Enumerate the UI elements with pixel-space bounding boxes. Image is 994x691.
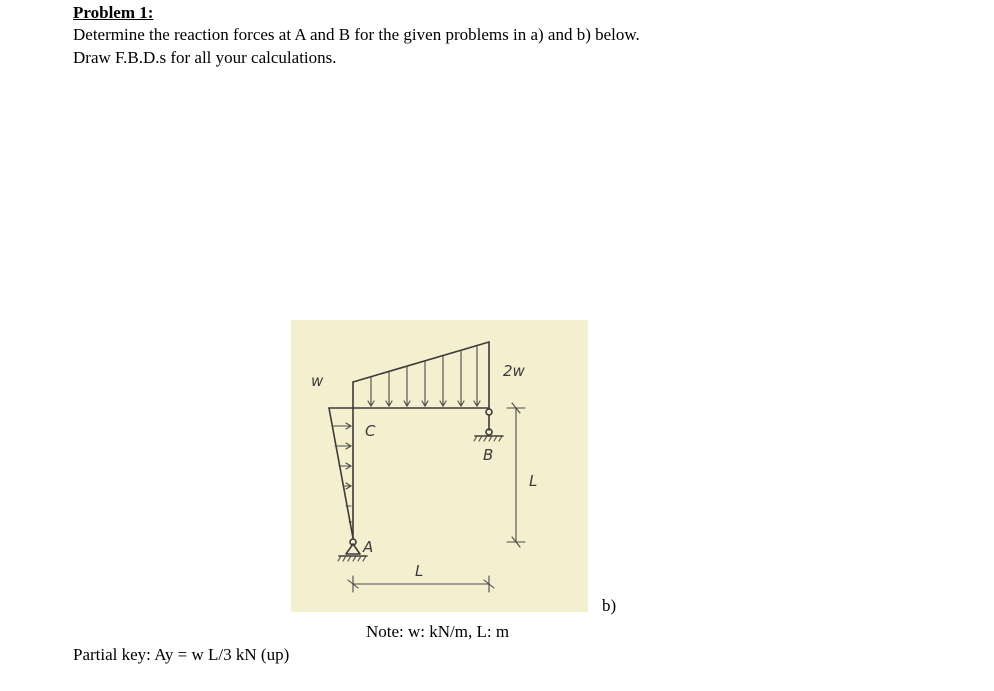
sub-problem-label: b) <box>602 596 617 615</box>
problem-heading: Problem 1: <box>73 3 154 22</box>
partial-key: Partial key: Ay = w L/3 kN (up) <box>73 645 290 664</box>
frame-sketch-figure <box>291 320 588 612</box>
label-point-a: A <box>363 538 374 556</box>
link-support-b <box>474 409 503 441</box>
label-length-horizontal: L <box>415 562 424 580</box>
problem-instruction-2: Draw F.B.D.s for all your calculations. <box>73 48 337 67</box>
label-2w-top: 2w <box>503 362 525 380</box>
label-point-c: C <box>365 422 376 440</box>
problem-instruction-1: Determine the reaction forces at A and B for the given problems in a) and b) below. <box>73 25 640 44</box>
vertical-dimension <box>507 403 525 547</box>
label-w-left: w <box>311 372 324 390</box>
frame-sketch-svg <box>291 320 588 612</box>
label-point-b: B <box>483 446 494 464</box>
top-load-arrows <box>368 346 480 406</box>
units-note: Note: w: kN/m, L: m <box>366 622 510 641</box>
top-distributed-load <box>353 342 489 408</box>
label-length-vertical: L <box>529 472 538 490</box>
left-distributed-load <box>329 408 353 538</box>
